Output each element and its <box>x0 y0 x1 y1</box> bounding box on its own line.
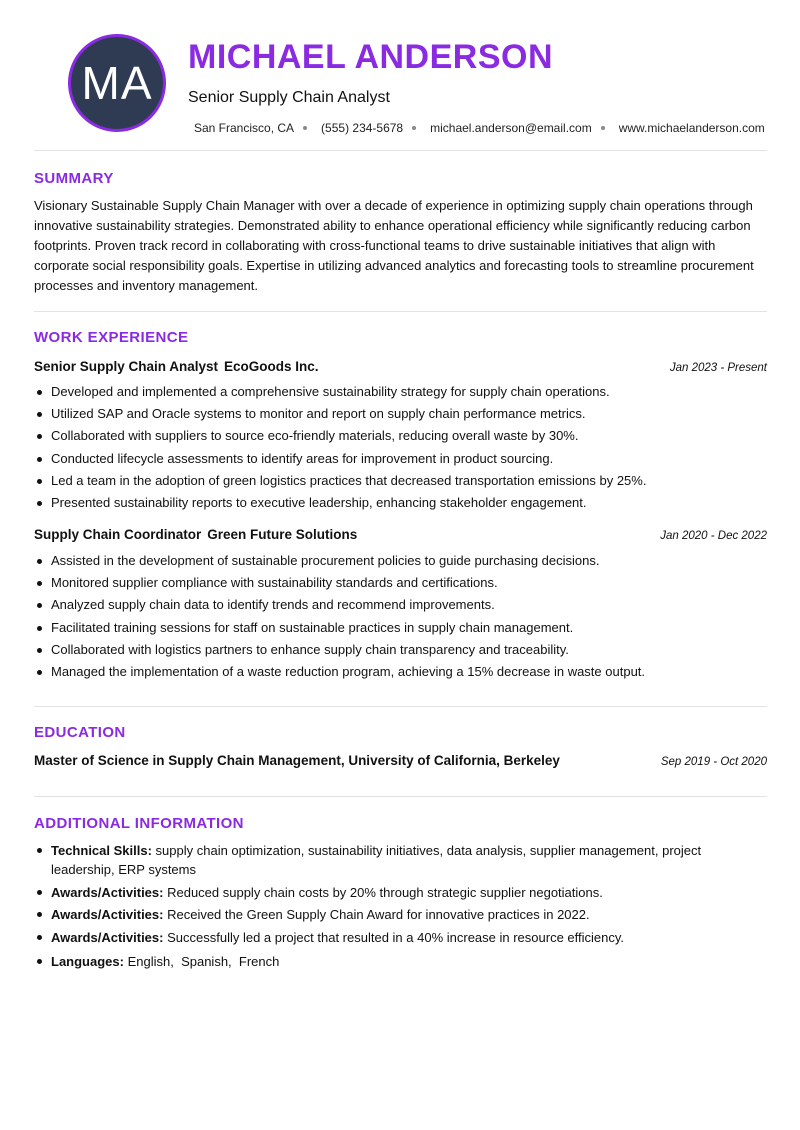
item-text: English, Spanish, French <box>127 953 280 969</box>
list-item <box>34 928 767 947</box>
item-label: Technical Skills: <box>51 843 152 858</box>
additional-info-list <box>34 841 767 974</box>
summary-heading: SUMMARY <box>34 170 114 187</box>
list-item: Led a team in the adoption of green logistics practices that decreased transportation emissions by 25%. <box>34 470 767 492</box>
contact-website[interactable]: www.michaelanderson.com <box>618 121 765 135</box>
job-bullets <box>34 381 767 514</box>
item-text: Received the Green Supply Chain Award for innovative practices in 2022. <box>167 907 590 922</box>
contact-email[interactable]: michael.anderson@email.com <box>430 121 592 135</box>
list-item: Collaborated with logistics partners to enhance supply chain transparency and traceability. <box>34 639 767 661</box>
job-role: Senior Supply Chain Analyst <box>34 359 219 374</box>
list-item: Analyzed supply chain data to identify trends and recommend improvements. <box>34 594 767 616</box>
divider <box>34 706 767 707</box>
job-dates: Jan 2020 - Dec 2022 <box>660 530 767 542</box>
candidate-title: Senior Supply Chain Analyst <box>188 89 390 106</box>
additional-info-heading: ADDITIONAL INFORMATION <box>34 815 244 832</box>
resume-header <box>34 0 767 150</box>
job-role: Supply Chain Coordinator <box>34 527 202 542</box>
list-item: Assisted in the development of sustainable procurement policies to guide purchasing decisions. <box>34 550 767 572</box>
separator-dot-icon <box>601 126 605 130</box>
item-text: supply chain optimization, sustainability initiatives, data analysis, supplier management, project leadership, ERP systems <box>51 843 702 877</box>
list-item: Presented sustainability reports to executive leadership, enhancing stakeholder engagement. <box>34 492 767 514</box>
list-item <box>34 883 767 902</box>
list-item: Developed and implemented a comprehensive sustainability strategy for supply chain operations. <box>34 381 767 403</box>
list-item: Facilitated training sessions for staff on sustainable practices in supply chain management. <box>34 617 767 639</box>
summary-text: Visionary Sustainable Supply Chain Manager with over a decade of experience in optimizing supply chain operations through innovative sustainability strategies. Demonstrated ability to enhance operational efficiency while significantly reducing carbon footprints. Proven track record in collaborating with cross-functional teams to drive sustainable initiatives that align with corporate social responsibility goals. Expertise in utilizing advanced analytics and forecasting tools to streamline procurement processes and inventory management. <box>34 198 754 293</box>
separator-dot-icon <box>303 126 307 130</box>
item-text: Successfully led a project that resulted in a 40% increase in resource efficiency. <box>167 929 625 945</box>
divider <box>34 796 767 797</box>
item-label: Awards/Activities: <box>51 884 164 900</box>
contact-info <box>194 121 765 135</box>
education-entry <box>34 753 767 768</box>
list-item: Managed the implementation of a waste reduction program, achieving a 15% decrease in waste output. <box>34 661 767 683</box>
separator-dot-icon <box>412 126 416 130</box>
item-label: Awards/Activities: <box>51 929 164 945</box>
list-item: Conducted lifecycle assessments to identify areas for improvement in product sourcing. <box>34 448 767 470</box>
job-header <box>34 358 767 376</box>
job-bullets <box>34 550 767 683</box>
divider <box>34 150 767 151</box>
item-label: Languages: <box>51 953 124 969</box>
list-item: Collaborated with suppliers to source eco-friendly materials, reducing overall waste by 30%. <box>34 425 767 447</box>
job-header <box>34 526 767 544</box>
education-heading: EDUCATION <box>34 724 126 741</box>
item-text: Reduced supply chain costs by 20% through strategic supplier negotiations. <box>167 884 603 900</box>
avatar <box>68 34 166 132</box>
job-company: Green Future Solutions <box>207 527 358 542</box>
list-item <box>34 841 767 879</box>
avatar-initials: MA <box>81 57 153 109</box>
contact-location: San Francisco, CA <box>194 121 295 135</box>
divider <box>34 311 767 312</box>
list-item: Utilized SAP and Oracle systems to monitor and report on supply chain performance metrics. <box>34 403 767 425</box>
list-item <box>34 952 767 971</box>
education-dates: Sep 2019 - Oct 2020 <box>660 756 767 768</box>
item-label: Awards/Activities: <box>51 907 164 922</box>
candidate-name: MICHAEL ANDERSON <box>188 38 554 76</box>
list-item: Monitored supplier compliance with sustainability standards and certifications. <box>34 572 767 594</box>
list-item <box>34 905 767 924</box>
education-degree: Master of Science in Supply Chain Management, University of California, Berkeley <box>34 753 560 768</box>
job-company: EcoGoods Inc. <box>224 359 319 374</box>
job-dates: Jan 2023 - Present <box>669 362 767 374</box>
work-experience-heading: WORK EXPERIENCE <box>34 329 189 346</box>
contact-phone: (555) 234-5678 <box>321 121 404 135</box>
